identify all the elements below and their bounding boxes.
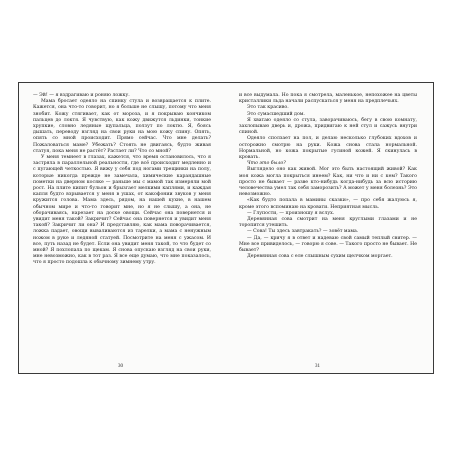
paragraph: Я хватаю одеяло со стула, заворачиваюсь, бегу в свою комнату, захлопываю дверь и, дрожа, придвигаю к ней стул и сажусь внутри спиной.: [239, 117, 417, 136]
paragraph: У меня темнеет в глазах, кажется, что время остановилось, что я застряла в параллельной реальности, где всё происходит медленно и с пугающей четкостью. Я вижу у себя под ногами трещинки на полу, которые никогда прежде не замечала, химические карандашные пометки на дверном косяке — раньше мы с мамой так измеряли мой рост. На плите кипит бульон и брызгает мелкими каплями, и каждая капля будто взрывается у меня в ушах, от какофонии звуков у меня кружится голова. Мама здесь, рядом, на нашей кухне, в нашем обычном мире и что-то говорит мне, но я не слышу, а она, не оборачиваясь, нарезает на доске овощи. Сейчас она повернется и увидит меня такой? Закричит? Сейчас она повернется и увидит меня такой? Закричит ли она? И представляю, как мама поворачивается, ложка падает, овощи вываливаются из тарелки, а мама с ненужным ножом в руке и ледяной статуей. Посмотрите на меня с ужасом. И все, путь назад не будет. Если она увидит меня такой, то что будет со мной? Я похлопала по щекам. Я снова опускаю взгляд на свои руки, мне невозможно, как в тот раз. Я все еще думаю, что мне показалось, что я просто подошла к обычному зимнему утру.: [33, 155, 211, 266]
paragraph: Это сумасшедший дом.: [247, 111, 305, 117]
paragraph: — Сова! Ты здесь завтракать? — зовёт мама.: [247, 229, 359, 235]
paragraph: Мама бросает одеяло на спинку стула и возвращается к плите. Кажется, она что-то говорит, но я больше не слышу, потому что меня знобит. Кожу стягивает, как от мороза, и я покрываю кончиком пальцев до локтя. Я чувствую, как кожу движутся льдинки, тонкие хрупкие, словно ледяные щупальца, ползут по локтю. Я, боясь дышать, переводу взгляд на свои руки на мою кожу спину. Опять, опять со мной происходит. Прямо сейчас. Что мне делать? Пожаловаться маме? Убежать? Стоять не двигаясь, будто живая статуя, пока меня не растёт? Растает ли? Что со мной?: [33, 99, 211, 154]
paragraph: — Глупости, — произношу я вслух.: [247, 210, 335, 216]
paragraph: Выглядело оно как живой. Мог это быть настоящий живой? Как моя кожа могла покрыться инеем? Как, ни что и ни с кем? Такого просто не бывает — разве кто-нибудь когда-нибудь за всю историю человечества умел так себя заморозить? А может у меня болезнь? Это невозможно.: [239, 167, 417, 198]
page-number-left: 30: [118, 364, 123, 369]
book-spread: [18, 82, 434, 374]
paragraph: — Эй! — я вздрагиваю и роняю ложку.: [33, 93, 130, 98]
paragraph: Деревянная сова смотрит на меня круглыми глазами и не торопится утешить.: [239, 217, 417, 229]
page-number-right: 31: [315, 364, 320, 369]
paragraph: Это так красиво.: [247, 105, 289, 111]
right-page: [239, 93, 417, 345]
paragraph: и все выдумала. Но пока я смотрела, маленькое, непохожее на цветы кристаллики льда начали распускаться у меня на предплечьях.: [239, 93, 417, 105]
paragraph: Деревянная сова с еле слышным сухим щелчком моргает.: [247, 254, 393, 260]
paragraph: — Да, — кричу я в ответ и надеваю свой самый теплый свитер. — Мне все привиделось, — говорю я сове. — Такого просто не бывает. Не бывает?: [239, 235, 417, 254]
paragraph: «Как будто попала в мамины сказки», — про себя жалуюсь я, кроме этого вспоминаю на кровати. Неприятная мысль.: [239, 198, 417, 210]
left-page: [33, 93, 211, 345]
paragraph: Одеяло сползает на пол, и делаю несколько глубоких вдохов и осторожно смотрю на руки. Кожа снова стала нормальной. Нормальной, но кожа покрытые гусиной кожей. Я скинулась в кровать.: [239, 136, 417, 161]
paragraph: Что это было?: [247, 161, 286, 167]
